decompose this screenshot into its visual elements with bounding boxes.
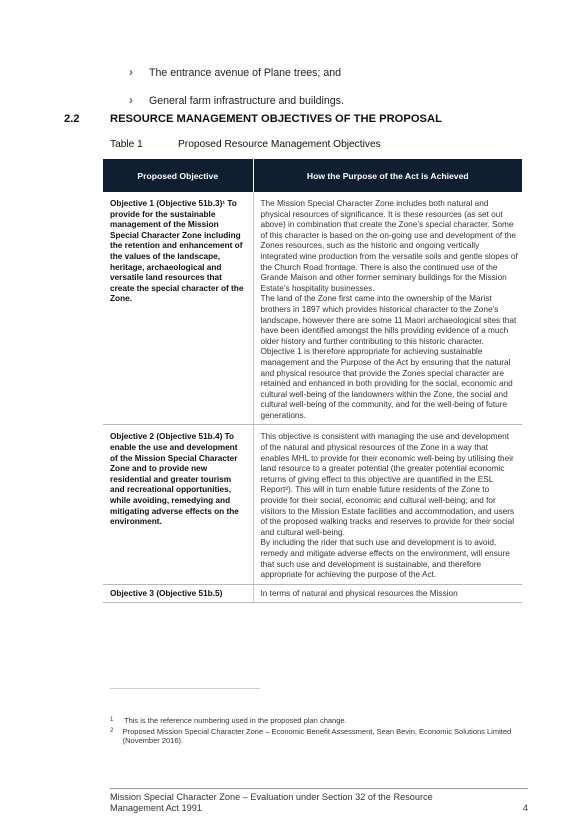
column-header-objective: Proposed Objective xyxy=(103,159,253,192)
purpose-paragraph: This objective is consistent with managing the use and development of the natural and physical resources of the Zone in a way that enables MHL to provide for their economic well-being by utilising their land resource to a greater potential (the greater potential economic returns of giving effect to this objective are quantified in the ESL Report²). This will in turn enable future residents of the Zone to provide for their social, economic and cultural well-being; and for visitors to the Mission Estate facilities and accommodation, and users of the proposed walking tracks and reserves to provide for their social and cultural well-being. xyxy=(260,432,515,537)
footer-text: Mission Special Character Zone – Evaluation under Section 32 of the Resource Management Act 1991 xyxy=(110,792,433,813)
bullet-item xyxy=(129,66,529,79)
purpose-paragraph: Objective 1 is therefore appropriate for achieving sustainable management and the Purpose of the Act by ensuring that the natural and physical resource that provide the Zones special character are retained and enhanced in both providing for the social, economic and cultural well-being of the landowners within the Zone, the social and cultural well-being of the community, and for the well-being of future generations. xyxy=(260,347,513,420)
footnote-number: 2 xyxy=(110,727,114,734)
footnotes xyxy=(110,716,530,747)
purpose-cell xyxy=(253,425,522,584)
table-row xyxy=(103,425,522,584)
table-row xyxy=(103,192,522,425)
objective-cell: Objective 3 (Objective 51b.5) xyxy=(103,584,253,603)
table-label: Table 1 xyxy=(110,139,143,150)
section-title: RESOURCE MANAGEMENT OBJECTIVES OF THE PROPOSAL xyxy=(110,113,442,125)
bullet-text: The entrance avenue of Plane trees; and xyxy=(149,66,341,79)
chevron-right-icon: › xyxy=(129,65,133,79)
table-row xyxy=(103,584,522,603)
purpose-paragraph: By including the rider that such use and development is to avoid, remedy and mitigate adverse effects on the environment, will ensure that such use and development is sustainable, and therefore appropriate for achieving the purpose of the Act. xyxy=(260,538,510,580)
purpose-paragraph: In terms of natural and physical resources the Mission xyxy=(260,588,458,598)
page-footer xyxy=(110,792,528,814)
purpose-cell xyxy=(253,192,522,425)
bullet-text: General farm infrastructure and buildings. xyxy=(149,94,344,107)
purpose-paragraph: The land of the Zone first came into the ownership of the Marist brothers in 1897 which provides historical character to the Zone’s landscape, however there are some 11 Maori archaeological sites that have been identified amongst the hills providing evidence of a much older history and further contributing to this historic character. xyxy=(260,294,517,346)
page-number: 4 xyxy=(522,803,528,813)
footnote xyxy=(110,716,530,726)
footnote-text: This is the reference numbering used in the proposed plan change. xyxy=(124,716,347,725)
objective-cell: Objective 2 (Objective 51b.4) To enable the use and development of the Mission Special Character Zone and to provide new residential and greater tourism and recreational opportunities, while avoiding, remedying and mitigating adverse effects on the environment. xyxy=(103,425,253,584)
objective-cell: Objective 1 (Objective 51b.3)¹ To provide for the sustainable management of the Mission Special Character Zone including the retention and enhancement of the values of the landscape, heritage, archaeological and versatile land resources that create the special character of the Zone. xyxy=(103,192,253,425)
section-number: 2.2 xyxy=(64,113,80,125)
table-title: Proposed Resource Management Objectives xyxy=(178,139,381,150)
footnote-number: 1 xyxy=(110,717,114,723)
footnote-text: Proposed Mission Special Character Zone – Economic Benefit Assessment, Sean Bevin, Economic Solutions Limited (November 2016). xyxy=(122,726,512,745)
table-header-row xyxy=(103,159,522,192)
bullet-item xyxy=(129,94,529,107)
chevron-right-icon: › xyxy=(129,93,133,107)
purpose-cell xyxy=(253,584,522,603)
column-header-purpose: How the Purpose of the Act is Achieved xyxy=(253,159,522,192)
section-heading xyxy=(64,113,524,125)
table-caption xyxy=(110,139,381,150)
footer-divider xyxy=(110,788,528,789)
footnote-divider xyxy=(110,688,260,689)
footnote xyxy=(110,727,530,746)
objectives-table xyxy=(103,159,522,603)
purpose-paragraph: The Mission Special Character Zone includes both natural and physical resources of significance. It is these resources (as set out above) in combination that create the Zone’s special character. Some of this character is based on the on-going use and development of the Zones resources, such as the historic and ongoing vertically integrated wine production from the versatile soils and gentle slopes of the Church Road frontage. There is also the continued use of the Grande Maison and other former seminary buildings for the Mission Estate’s hospitality businesses. xyxy=(260,199,518,293)
